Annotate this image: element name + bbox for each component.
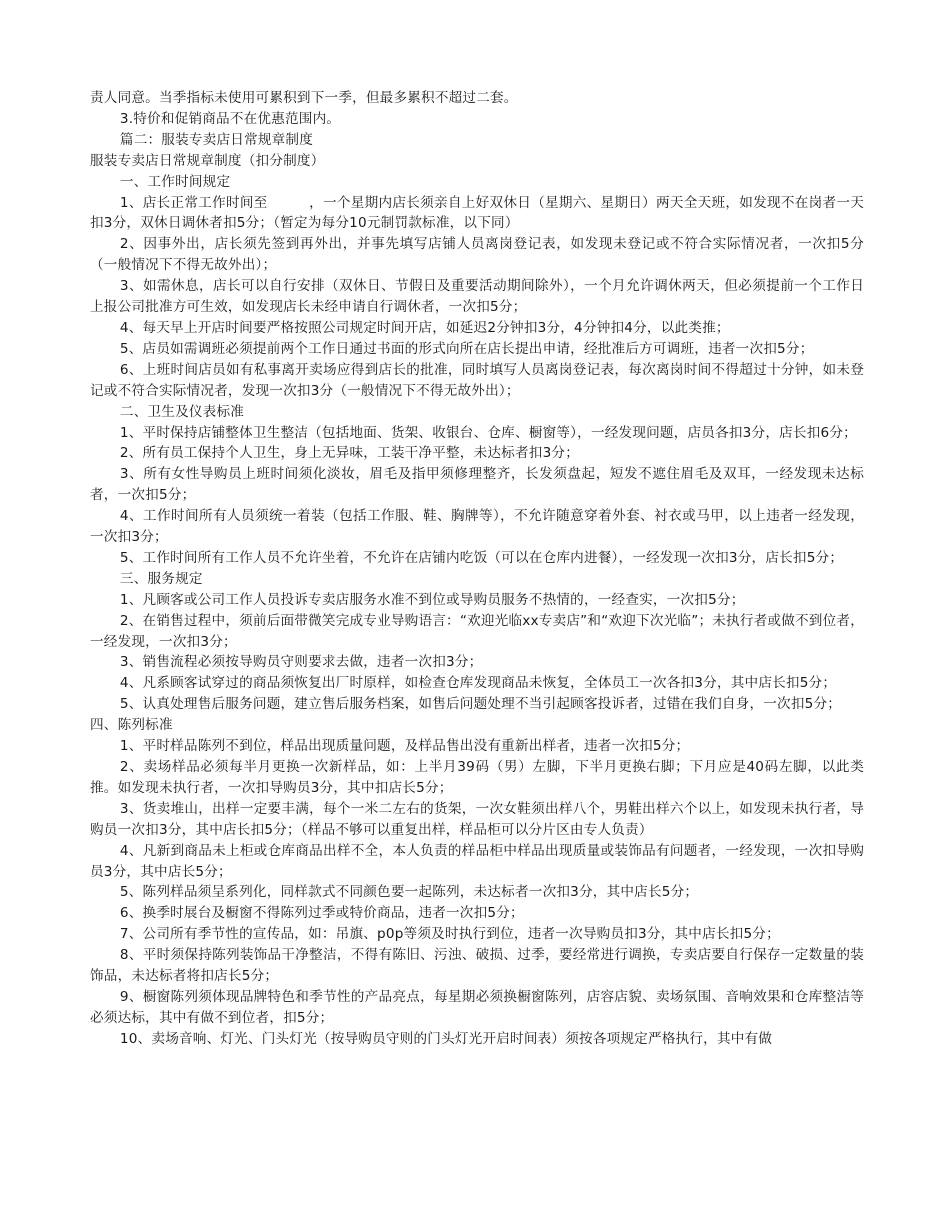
paragraph-discount-note: 3.特价和促销商品不在优惠范围内。 xyxy=(119,110,341,127)
document-title: 服装专卖店日常规章制度（扣分制度） xyxy=(90,152,325,169)
rule-paragraph: 3、销售流程必须按导购员守则要求去做，违者一次扣3分； xyxy=(119,654,483,671)
rule-paragraph: 2、因事外出，店长须先签到再外出，并事先填写店铺人员离岗登记表，如发现未登记或不符合实际情况者，一次扣5分（一般情况下不得无故外出）； xyxy=(90,236,864,274)
rule-paragraph: 1、平时样品陈列不到位，样品出现质量问题，及样品售出没有重新出样者，违者一次扣5分； xyxy=(119,738,690,755)
rule-paragraph: 3、所有女性导购员上班时间须化淡妆，眉毛及指甲须修理整齐，长发须盘起，短发不遮住眉毛及双耳，一经发现未达标者，一次扣5分； xyxy=(90,466,864,504)
rule-paragraph: 8、平时须保持陈列装饰品干净整洁，不得有陈旧、污浊、破损、过季，要经常进行调换，专卖店要自行保存一定数量的装饰品，未达标者将扣店长5分； xyxy=(90,947,864,985)
rule-paragraph: 1、凡顾客或公司工作人员投诉专卖店服务水准不到位或导购员服务不热情的，一经查实，一次扣5分； xyxy=(119,591,745,608)
rule-paragraph: 2、卖场样品必须每半月更换一次新样品，如：上半月39码（男）左脚，下半月更换右脚；下月应是40码左脚，以此类推。如发现未执行者，一次扣导购员3分，其中扣店长5分； xyxy=(90,759,864,796)
rule-paragraph: 5、工作时间所有工作人员不允许坐着，不允许在店铺内吃饭（可以在仓库内进餐），一经发现一次扣3分，店长扣5分； xyxy=(119,549,844,566)
rule-paragraph: 2、在销售过程中，须前后面带微笑完成专业导购语言：“欢迎光临xx专卖店”和“欢迎下次光临”；未执行者或做不到位者，一经发现，一次扣3分； xyxy=(90,612,864,650)
rule-paragraph: 6、上班时间店员如有私事离开卖场应得到店长的批准，同时填写人员离岗登记表，每次离岗时间不得超过十分钟，如未登记或不符合实际情况者，发现一次扣3分（一般情况下不得无故外出）； xyxy=(90,361,864,399)
rule-paragraph: 1、店长正常工作时间至 ，一个星期内店长须亲自上好双休日（星期六、星期日）两天全天班，如发现不在岗者一天扣3分，双休日调休者扣5分；（暂定为每分10元制罚款标准，以下同） xyxy=(90,194,864,232)
section-heading-service: 三、服务规定 xyxy=(119,570,203,587)
paragraph-continuation: 责人同意。当季指标未使用可累积到下一季，但最多累积不超过二套。 xyxy=(90,90,518,106)
section-heading-work-hours: 一、工作时间规定 xyxy=(119,173,231,190)
rule-paragraph: 4、每天早上开店时间要严格按照公司规定时间开店，如延迟2分钟扣3分，4分钟扣4分，以此类推； xyxy=(119,319,730,336)
rule-paragraph: 3、货卖堆山，出样一定要丰满，每个一米二左右的货架，一次女鞋须出样八个，男鞋出样六个以上，如发现未执行者，导购员一次扣3分，其中店长扣5分；（样品不够可以重复出样，样品柜可以分片区由专人负责） xyxy=(90,800,864,838)
document-page xyxy=(90,88,864,1050)
rule-paragraph: 4、凡新到商品未上柜或仓库商品出样不全，本人负责的样品柜中样品出现质量或装饰品有问题者，一经发现，一次扣导购员3分，其中店长5分； xyxy=(90,842,864,880)
rule-paragraph: 1、平时保持店铺整体卫生整洁（包括地面、货架、收银台、仓库、橱窗等），一经发现问题，店员各扣3分，店长扣6分； xyxy=(119,424,857,441)
rule-paragraph: 5、店员如需调班必须提前两个工作日通过书面的形式向所在店长提出申请，经批准后方可调班，违者一次扣5分； xyxy=(119,340,814,357)
rule-paragraph: 4、凡系顾客试穿过的商品须恢复出厂时原样，如检查仓库发现商品未恢复，全体员工一次各扣3分，其中店长扣5分； xyxy=(119,675,837,692)
rule-paragraph: 3、如需休息，店长可以自行安排（双休日、节假日及重要活动期间除外），一个月允许调休两天，但必须提前一个工作日上报公司批准方可生效，如发现店长未经申请自行调休者，一次扣5分； xyxy=(90,278,864,316)
rule-paragraph: 9、橱窗陈列须体现品牌特色和季节性的产品亮点，每星期必须换橱窗陈列，店容店貌、卖场氛围、音响效果和仓库整洁等必须达标，其中有做不到位者，扣5分； xyxy=(90,988,864,1026)
rule-paragraph: 2、所有员工保持个人卫生，身上无异味，工装干净平整，未达标者扣3分； xyxy=(119,445,580,462)
rule-paragraph: 5、认真处理售后服务问题，建立售后服务档案，如售后问题处理不当引起顾客投诉者，过错在我们自身，一次扣5分； xyxy=(119,696,842,713)
rule-paragraph: 7、公司所有季节性的宣传品，如：吊旗、p0p等须及时执行到位，违者一次导购员扣3分，其中店长扣5分； xyxy=(119,926,780,943)
rule-paragraph: 10、卖场音响、灯光、门头灯光（按导购员守则的门头灯光开启时间表）须按各项规定严格执行，其中有做 xyxy=(119,1030,773,1047)
section-heading-hygiene: 二、卫生及仪表标准 xyxy=(119,403,245,420)
rule-paragraph: 5、陈列样品须呈系列化，同样款式不同颜色要一起陈列，未达标者一次扣3分，其中店长5分； xyxy=(119,884,699,901)
rule-paragraph: 6、换季时展台及橱窗不得陈列过季或特价商品，违者一次扣5分； xyxy=(119,905,524,922)
rule-paragraph: 4、工作时间所有人员须统一着装（包括工作服、鞋、胸牌等），不允许随意穿着外套、衬衣或马甲，以上违者一经发现，一次扣3分； xyxy=(90,508,864,546)
chapter-title: 篇二：服装专卖店日常规章制度 xyxy=(119,131,314,148)
section-heading-display: 四、陈列标准 xyxy=(90,717,173,734)
